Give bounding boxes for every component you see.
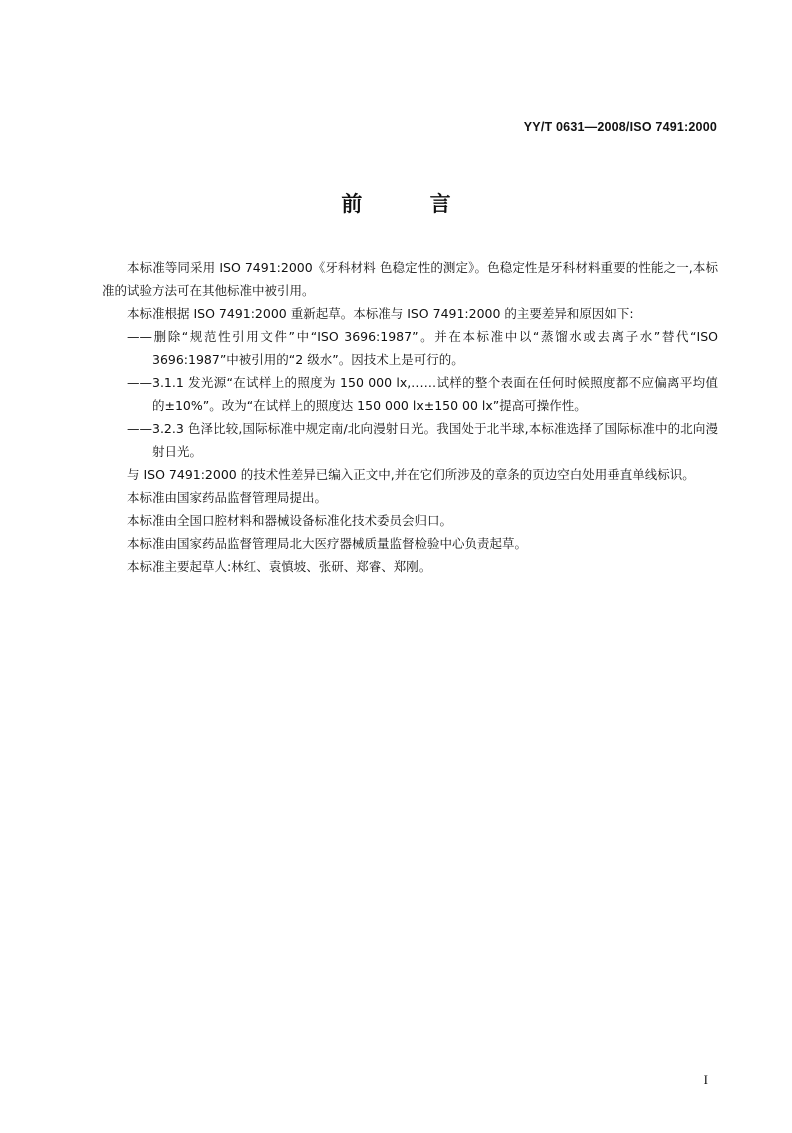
paragraph-drafting-unit: 本标准由国家药品监督管理局北大医疗器械质量监督检验中心负责起草。	[127, 536, 528, 551]
page-number: I	[703, 1072, 708, 1087]
difference-item-water: ——删除“规范性引用文件”中“ISO 3696:1987”。并在本标准中以“蒸馏水或去离子水”替代“ISO 3696:1987”中被引用的“2 级水”。因技术上是可行的。	[127, 329, 718, 367]
standard-code: YY/T 0631—2008/ISO 7491:2000	[523, 120, 717, 134]
paragraph-proposer: 本标准由国家药品监督管理局提出。	[127, 490, 328, 505]
foreword-body	[102, 256, 718, 578]
paragraph-adoption: 本标准等同采用 ISO 7491:2000《牙科材料 色稳定性的测定》。色稳定性是牙科材料重要的性能之一,本标准的试验方法可在其他标准中被引用。	[102, 260, 718, 298]
page-title: 前 言	[341, 192, 481, 216]
paragraph-marking: 与 ISO 7491:2000 的技术性差异已编入正文中,并在它们所涉及的章条的页边空白处用垂直单线标识。	[127, 467, 695, 482]
paragraph-differences-intro: 本标准根据 ISO 7491:2000 重新起草。本标准与 ISO 7491:2000 的主要差异和原因如下:	[127, 306, 634, 321]
paragraph-drafters: 本标准主要起草人:林红、袁慎坡、张研、郑睿、郑刚。	[127, 559, 432, 574]
paragraph-committee: 本标准由全国口腔材料和器械设备标准化技术委员会归口。	[127, 513, 453, 528]
difference-item-daylight: ——3.2.3 色泽比较,国际标准中规定南/北向漫射日光。我国处于北半球,本标准选择了国际标准中的北向漫射日光。	[127, 421, 718, 459]
difference-item-illuminance: ——3.1.1 发光源“在试样上的照度为 150 000 lx,……试样的整个表面在任何时候照度都不应偏离平均值的±10%”。改为“在试样上的照度达 150 000 lx±150 00 lx”提高可操作性。	[127, 375, 718, 413]
